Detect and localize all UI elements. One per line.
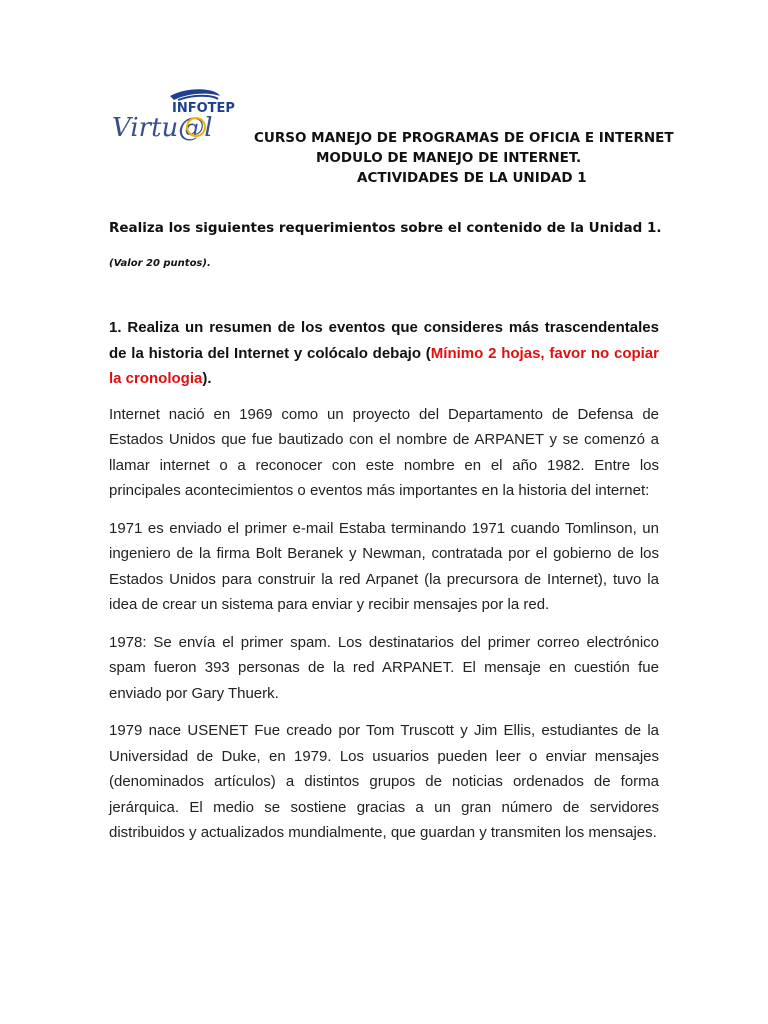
paragraph-1971: 1971 es enviado el primer e-mail Estaba terminando 1971 cuando Tomlinson, un ingeniero de la firma Bolt Beranek y Newman, contratada por el gobierno de los Estados Unidos para construir la red Arpanet (la precursora de Internet), tuvo la idea de crear un sistema para enviar y recibir mensajes por la red. [109,519,659,613]
question-end: ). [202,370,212,387]
paragraph-1979: 1979 nace USENET Fue creado por Tom Truscott y Jim Ellis, estudiantes de la Universidad de Duke, en 1979. Los usuarios pueden leer o enviar mensajes (denominados artículos) a distintos grupos de noticias ordenados de forma jerárquica. El medio se sostiene gracias a un gran número de servidores distribuidos y actualizados mundialmente, que guardan y transmiten los mensajes. [109,722,659,841]
course-title: CURSO MANEJO DE PROGRAMAS DE OFICIA E INTERNET [254,130,674,146]
question-1 [109,315,659,392]
requirement-heading: Realiza los siguientes requerimientos sobre el contenido de la Unidad 1. [109,220,662,236]
infotep-logo-icon [108,84,235,154]
value-note: (Valor 20 puntos). [109,258,211,269]
document-body [109,315,659,858]
paragraph-intro: Internet nació en 1969 como un proyecto del Departamento de Defensa de Estados Unidos que fue bautizado con el nombre de ARPANET y se comenzó a llamar internet o a reconocer con este nombre en el año 1982. Entre los principales acontecimientos o eventos más importantes en la historia del internet: [109,405,659,499]
paragraph-1978: 1978: Se envía el primer spam. Los destinatarios del primer correo electrónico spam fueron 393 personas de la red ARPANET. El mensaje en cuestión fue enviado por Gary Thuerk. [109,633,659,702]
logo-top-text: INFOTEP [172,101,235,116]
question-highlight: Mínimo 2 hojas, favor no copiar la cronologia [109,344,659,387]
unit-title: ACTIVIDADES DE LA UNIDAD 1 [357,170,587,186]
question-text: 1. Realiza un resumen de los eventos que consideres más trascendentales de la historia del Internet y colócalo debajo ( [109,319,659,362]
logo-bottom-text: Virtu@l [112,113,213,143]
module-title: MODULO DE MANEJO DE INTERNET. [316,150,582,166]
infotep-virtual-logo [108,84,235,154]
